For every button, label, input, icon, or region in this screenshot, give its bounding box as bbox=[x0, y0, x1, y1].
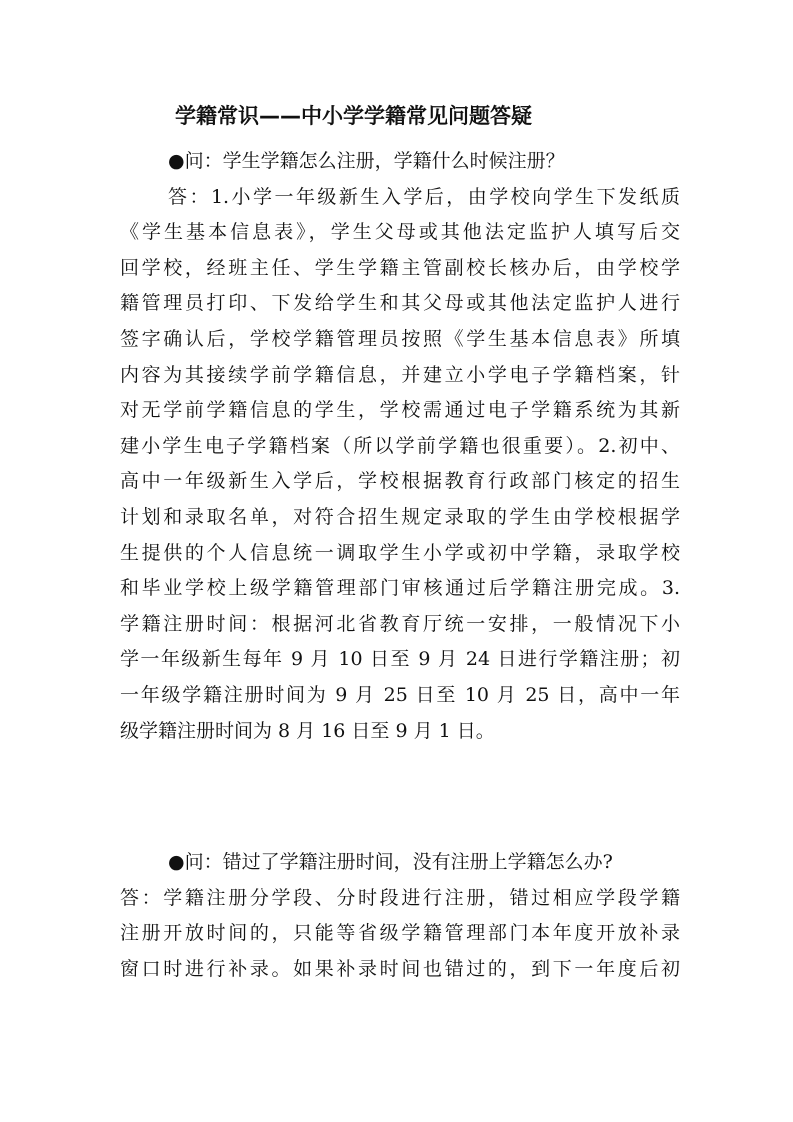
answer-line: 籍管理员打印、下发给学生和其父母或其他法定监护人进行 bbox=[120, 292, 680, 315]
answer-line: 学籍注册时间：根据河北省教育厅统一安排，一般情况下小 bbox=[120, 612, 680, 635]
answer-line: 窗口时进行补录。如果补录时间也错过的，到下一年度后初 bbox=[120, 957, 680, 980]
answer-line: 高中一年级新生入学后，学校根据教育行政部门核定的招生 bbox=[120, 470, 680, 493]
question-text: ●问：错过了学籍注册时间，没有注册上学籍怎么办? bbox=[168, 851, 613, 873]
answer-line: 签字确认后，学校学籍管理员按照《学生基本信息表》所填 bbox=[120, 327, 680, 350]
answer-line: 答：学籍注册分学段、分时段进行注册，错过相应学段学籍 bbox=[120, 886, 680, 909]
faq-section-missed-registration bbox=[120, 845, 680, 987]
answer-line: 一年级学籍注册时间为 9 月 25 日至 10 月 25 日，高中一年 bbox=[120, 683, 680, 706]
answer-line: 和毕业学校上级学籍管理部门审核通过后学籍注册完成。3. bbox=[120, 577, 680, 600]
answer-line: 生提供的个人信息统一调取学生小学或初中学籍，录取学校 bbox=[120, 541, 680, 564]
answer-line: 内容为其接续学前学籍信息，并建立小学电子学籍档案，针 bbox=[120, 363, 680, 386]
question-text: ●问：学生学籍怎么注册，学籍什么时候注册？ bbox=[168, 150, 565, 172]
answer-line: 级学籍注册时间为 8 月 16 日至 9 月 1 日。 bbox=[120, 719, 495, 742]
answer-line: 回学校，经班主任、学生学籍主管副校长核办后，由学校学 bbox=[120, 256, 680, 279]
answer-line: 建小学生电子学籍档案（所以学前学籍也很重要）。2.初中、 bbox=[120, 434, 680, 457]
answer-line: 《学生基本信息表》，学生父母或其他法定监护人填写后交 bbox=[120, 221, 680, 244]
faq-section-registration bbox=[120, 144, 680, 749]
answer-line: 注册开放时间的，只能等省级学籍管理部门本年度开放补录 bbox=[120, 922, 680, 945]
answer-line: 对无学前学籍信息的学生，学校需通过电子学籍系统为其新 bbox=[120, 399, 680, 422]
answer-line: 学一年级新生每年 9 月 10 日至 9 月 24 日进行学籍注册；初 bbox=[120, 648, 680, 671]
answer-line: 计划和录取名单，对符合招生规定录取的学生由学校根据学 bbox=[120, 505, 680, 528]
answer-line: 答：1.小学一年级新生入学后，由学校向学生下发纸质 bbox=[168, 185, 680, 208]
document-title: 学籍常识——中小学学籍常见问题答疑 bbox=[175, 104, 532, 128]
